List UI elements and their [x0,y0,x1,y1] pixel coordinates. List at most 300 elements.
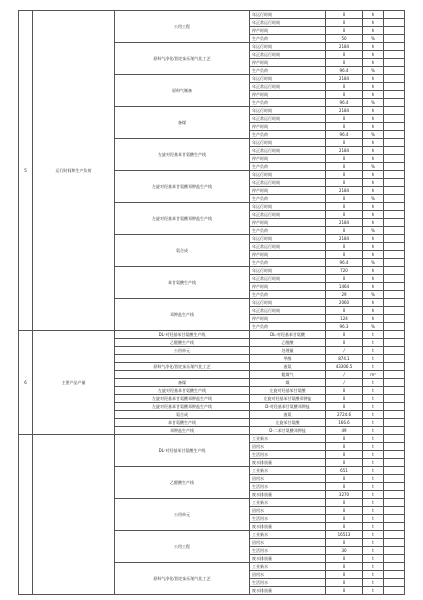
item-cell: 生产负荷 [250,131,326,139]
unit-cell: % [363,195,384,203]
value-cell: 50 [326,35,363,43]
item-cell: 工业新水 [250,435,326,443]
product-cell: 液氨 [250,411,326,419]
item-cell: 年正常运行时间 [250,211,326,219]
value-cell: 0 [326,11,363,19]
unit-cell: % [363,259,384,267]
value-cell: 30 [326,547,363,555]
unit-cell: % [363,291,384,299]
item-cell: 回用水 [250,539,326,547]
unit-cell: t [363,363,384,371]
value-cell: 29 [326,291,363,299]
item-cell: 回用水 [250,571,326,579]
unit-cell: % [363,67,384,75]
unit-cell: h [363,147,384,155]
value-cell: 0 [326,243,363,251]
note-cell [384,203,405,211]
unit-cell: h [363,83,384,91]
value-cell: 0 [326,307,363,315]
unit-cell: % [363,323,384,331]
note-cell [384,547,405,555]
value-cell: / [326,347,363,355]
unit-cell: h [363,267,384,275]
unit-cell: h [363,315,384,323]
item-cell: 停产时间 [250,315,326,323]
value-cell: 0 [326,203,363,211]
line-cell: 邓钾盐生产线 [115,427,250,435]
note-cell [384,371,405,379]
unit-cell: t [363,443,384,451]
value-cell: 2184 [326,43,363,51]
value-cell: 96.3 [326,323,363,331]
unit-cell: t [363,339,384,347]
unit-cell: t [363,451,384,459]
unit-cell: % [363,99,384,107]
group-name: 原料气制备 [115,75,250,107]
unit-cell: h [363,243,384,251]
item-cell: 停产时间 [250,251,326,259]
section-number: 5 [19,11,33,331]
note-cell [384,51,405,59]
value-cell: 0 [326,579,363,587]
note-cell [384,243,405,251]
note-cell [384,43,405,51]
unit-cell: t [363,531,384,539]
item-cell: 生产负荷 [250,163,326,171]
note-cell [384,451,405,459]
note-cell [384,219,405,227]
note-cell [384,75,405,83]
product-cell: 左旋对羟基苯甘氨酸邓钾盐 [250,395,326,403]
group-name: 公用单元 [115,499,250,531]
unit-cell: h [363,187,384,195]
unit-cell: h [363,251,384,259]
group-name: 原料气净化/固定床压缩气化工艺 [115,43,250,75]
item-cell: 年正常运行时间 [250,51,326,59]
value-cell: 0 [326,211,363,219]
note-cell [384,35,405,43]
note-cell [384,403,405,411]
report-table-body [19,11,405,595]
unit-cell: h [363,219,384,227]
unit-cell: h [363,43,384,51]
item-cell: 生产负荷 [250,35,326,43]
note-cell [384,19,405,27]
value-cell: 2184 [326,219,363,227]
value-cell: 0 [326,483,363,491]
item-cell: 年正常运行时间 [250,83,326,91]
table-row [19,331,405,339]
unit-cell: h [363,283,384,291]
product-cell: D-二苯甘氨酸邓钾盐 [250,427,326,435]
item-cell: 工业新水 [250,467,326,475]
unit-cell: h [363,155,384,163]
item-cell: 停产时间 [250,219,326,227]
value-cell: 0 [326,19,363,27]
item-cell: 年运行时间 [250,139,326,147]
value-cell: 0 [326,395,363,403]
note-cell [384,115,405,123]
unit-cell: h [363,11,384,19]
unit-cell: t [363,483,384,491]
report-table [18,10,405,595]
unit-cell: h [363,307,384,315]
value-cell: 0 [326,523,363,531]
section-title: 运行时间和生产负荷 [33,11,115,331]
product-cell: 乙醛酸 [250,339,326,347]
note-cell [384,291,405,299]
item-cell: 生产负荷 [250,291,326,299]
value-cell: 0 [326,139,363,147]
line-cell: 备煤 [115,379,250,387]
group-name: 公用工程 [115,531,250,563]
unit-cell: h [363,211,384,219]
unit-cell: h [363,235,384,243]
line-cell: 苯甘氨酸生产线 [115,419,250,427]
line-cell: 原料气净化/固定床压缩气化工艺 [115,363,250,371]
value-cell: 0 [326,571,363,579]
value-cell: 96.4 [326,259,363,267]
unit-cell: t [363,491,384,499]
value-cell: 0 [326,83,363,91]
note-cell [384,459,405,467]
value-cell: 96.4 [326,67,363,75]
value-cell: 0 [326,163,363,171]
note-cell [384,235,405,243]
group-name: 公用工程 [115,11,250,43]
unit-cell: t [363,571,384,579]
note-cell [384,363,405,371]
value-cell: 0 [326,91,363,99]
item-cell: 生产负荷 [250,99,326,107]
note-cell [384,579,405,587]
value-cell: 0 [326,195,363,203]
unit-cell: % [363,131,384,139]
note-cell [384,163,405,171]
unit-cell: t [363,347,384,355]
unit-cell: h [363,299,384,307]
unit-cell: t [363,563,384,571]
note-cell [384,387,405,395]
unit-cell: h [363,275,384,283]
note-cell [384,59,405,67]
product-cell: D-对羟基苯甘氨酸邓钾盐 [250,403,326,411]
note-cell [384,587,405,595]
product-cell: 左旋苯甘氨酸 [250,419,326,427]
note-cell [384,419,405,427]
item-cell: 生活用水 [250,515,326,523]
item-cell: 年运行时间 [250,11,326,19]
item-cell: 停产时间 [250,187,326,195]
value-cell: 0 [326,123,363,131]
value-cell: 2184 [326,187,363,195]
note-cell [384,91,405,99]
line-cell: 左旋对羟基苯甘氨酸生产线 [115,387,250,395]
item-cell: 生产负荷 [250,259,326,267]
line-cell [115,371,250,379]
note-cell [384,379,405,387]
unit-cell: t [363,419,384,427]
value-cell: 0 [326,155,363,163]
item-cell: 停产时间 [250,283,326,291]
item-cell: 年正常运行时间 [250,243,326,251]
item-cell: 年运行时间 [250,107,326,115]
unit-cell: t [363,587,384,595]
note-cell [384,123,405,131]
unit-cell: t [363,403,384,411]
unit-cell: h [363,59,384,67]
section-number: 6 [19,331,33,435]
item-cell: 年运行时间 [250,267,326,275]
item-cell: 停产时间 [250,123,326,131]
unit-cell: t [363,467,384,475]
value-cell: 3270 [326,491,363,499]
item-cell: 废水排放量 [250,459,326,467]
product-cell: 左旋对羟基苯甘氨酸 [250,387,326,395]
note-cell [384,523,405,531]
value-cell: 0 [326,403,363,411]
group-name: 乙醛酸生产线 [115,467,250,499]
item-cell: 停产时间 [250,27,326,35]
item-cell: 生产负荷 [250,67,326,75]
unit-cell: t [363,539,384,547]
item-cell: 工业新水 [250,531,326,539]
line-cell [115,355,250,363]
note-cell [384,539,405,547]
unit-cell: h [363,203,384,211]
note-cell [384,443,405,451]
line-cell: DL-对羟基苯甘氨酸生产线 [115,331,250,339]
unit-cell: % [363,163,384,171]
item-cell: 生活用水 [250,451,326,459]
value-cell: 0 [326,563,363,571]
value-cell: 0 [326,507,363,515]
unit-cell: t [363,435,384,443]
note-cell [384,491,405,499]
value-cell: 0 [326,499,363,507]
unit-cell: h [363,179,384,187]
value-cell: 0 [326,179,363,187]
product-cell: 甲醇 [250,355,326,363]
item-cell: 停产时间 [250,91,326,99]
value-cell: 0 [326,227,363,235]
value-cell: / [326,379,363,387]
note-cell [384,139,405,147]
item-cell: 年正常运行时间 [250,179,326,187]
item-cell: 生产负荷 [250,323,326,331]
note-cell [384,467,405,475]
note-cell [384,507,405,515]
note-cell [384,483,405,491]
note-cell [384,67,405,75]
unit-cell: t [363,515,384,523]
item-cell: 年运行时间 [250,235,326,243]
line-cell: 左旋对羟基苯甘氨酸邓钾盐生产线 [115,403,250,411]
value-cell: 874.1 [326,355,363,363]
unit-cell: h [363,27,384,35]
group-name: 左旋对羟基苯甘氨酸邓钾盐生产线 [115,171,250,203]
value-cell: 124 [326,315,363,323]
value-cell: 0 [326,515,363,523]
note-cell [384,155,405,163]
group-name: 邓钾盐生产线 [115,299,250,331]
note-cell [384,563,405,571]
unit-cell: h [363,123,384,131]
unit-cell: t [363,395,384,403]
note-cell [384,555,405,563]
value-cell: 0 [326,459,363,467]
note-cell [384,499,405,507]
value-cell: 2184 [326,75,363,83]
item-cell: 生活用水 [250,547,326,555]
note-cell [384,107,405,115]
unit-cell: % [363,35,384,43]
unit-cell: t [363,579,384,587]
unit-cell: % [363,227,384,235]
value-cell: 0 [326,539,363,547]
value-cell: 49 [326,427,363,435]
item-cell: 年运行时间 [250,43,326,51]
note-cell [384,411,405,419]
group-name: 原料气净化/固定床压缩气化工艺 [115,563,250,595]
value-cell: 96.4 [326,131,363,139]
value-cell: 651 [326,467,363,475]
value-cell: 2060 [326,299,363,307]
note-cell [384,331,405,339]
unit-cell: h [363,171,384,179]
value-cell: 1464 [326,283,363,291]
section-number [19,435,33,595]
value-cell: 0 [326,331,363,339]
unit-cell: t [363,379,384,387]
note-cell [384,323,405,331]
value-cell: 0 [326,51,363,59]
product-cell: 处理量 [250,347,326,355]
value-cell: 96.4 [326,99,363,107]
note-cell [384,187,405,195]
value-cell: 0 [326,275,363,283]
note-cell [384,315,405,323]
unit-cell: t [363,331,384,339]
item-cell: 停产时间 [250,155,326,163]
note-cell [384,299,405,307]
note-cell [384,251,405,259]
value-cell: 0 [326,115,363,123]
item-cell: 回用水 [250,507,326,515]
unit-cell: h [363,19,384,27]
product-cell: 粗煤气 [250,371,326,379]
line-cell: 乙醛酸生产线 [115,339,250,347]
unit-cell: t [363,475,384,483]
value-cell: 166.6 [326,419,363,427]
value-cell: 43306.5 [326,363,363,371]
product-cell: 液氨 [250,363,326,371]
note-cell [384,27,405,35]
group-name: DL-对羟基苯甘氨酸生产线 [115,435,250,467]
unit-cell: h [363,115,384,123]
unit-cell: h [363,75,384,83]
item-cell: 回用水 [250,443,326,451]
item-cell: 生活用水 [250,579,326,587]
unit-cell: t [363,547,384,555]
note-cell [384,395,405,403]
item-cell: 年正常运行时间 [250,147,326,155]
unit-cell: t [363,499,384,507]
note-cell [384,283,405,291]
item-cell: 停产时间 [250,59,326,67]
unit-cell: t [363,411,384,419]
item-cell: 生活用水 [250,483,326,491]
section-title [33,435,115,595]
note-cell [384,275,405,283]
group-name: 左旋对羟基苯甘氨酸邓钾盐生产线 [115,203,250,235]
value-cell: 720 [326,267,363,275]
note-cell [384,475,405,483]
note-cell [384,259,405,267]
note-cell [384,179,405,187]
item-cell: 年正常运行时间 [250,275,326,283]
note-cell [384,131,405,139]
note-cell [384,11,405,19]
item-cell: 生产负荷 [250,195,326,203]
product-cell: 煤 [250,379,326,387]
item-cell: 年正常运行时间 [250,19,326,27]
value-cell: 2184 [326,107,363,115]
item-cell: 生产负荷 [250,227,326,235]
value-cell: 0 [326,555,363,563]
note-cell [384,267,405,275]
value-cell: 2184 [326,147,363,155]
table-row [19,11,405,19]
unit-cell: t [363,507,384,515]
group-name: 备煤 [115,107,250,139]
item-cell: 年运行时间 [250,203,326,211]
note-cell [384,355,405,363]
section-title: 主要产品产量 [33,331,115,435]
table-row [19,435,405,443]
value-cell: / [326,371,363,379]
note-cell [384,83,405,91]
unit-cell: h [363,91,384,99]
note-cell [384,427,405,435]
product-cell: DL-对羟基苯甘氨酸 [250,331,326,339]
item-cell: 工业新水 [250,563,326,571]
item-cell: 废水排放量 [250,555,326,563]
note-cell [384,147,405,155]
value-cell: 2184 [326,235,363,243]
unit-cell: h [363,51,384,59]
note-cell [384,347,405,355]
unit-cell: t [363,459,384,467]
note-cell [384,339,405,347]
value-cell: 0 [326,171,363,179]
value-cell: 0 [326,27,363,35]
value-cell: 0 [326,251,363,259]
item-cell: 年正常运行时间 [250,115,326,123]
value-cell: 0 [326,451,363,459]
item-cell: 回用水 [250,475,326,483]
item-cell: 废水排放量 [250,523,326,531]
item-cell: 年运行时间 [250,171,326,179]
note-cell [384,531,405,539]
unit-cell: t [363,387,384,395]
line-cell: 公用单元 [115,347,250,355]
unit-cell: t [363,427,384,435]
note-cell [384,195,405,203]
unit-cell: m³ [363,371,384,379]
value-cell: 0 [326,339,363,347]
group-name: 氨合成 [115,235,250,267]
